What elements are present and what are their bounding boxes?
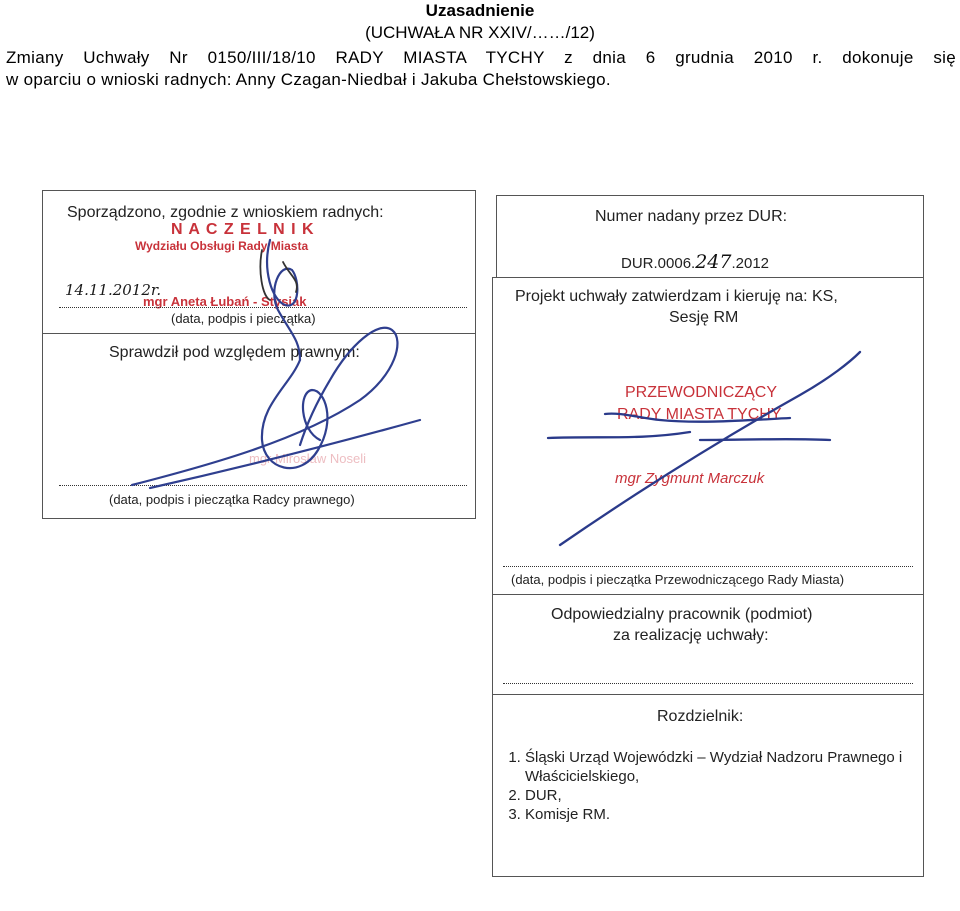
distribution-label: Rozdzielnik: [657,708,744,725]
responsible-line-2: za realizację uchwały: [613,627,769,644]
paragraph-line-1: Zmiany Uchwały Nr 0150/III/18/10 RADY MIASTA TYCHY z dnia 6 grudnia 2010 r. dokonuje się [6,48,956,67]
legal-check-label: Sprawdził pod względem prawnym: [109,344,360,361]
signature-caption-3: (data, podpis i pieczątka Przewodniczącego Rady Miasta) [511,572,845,587]
signature-caption-1: (data, podpis i pieczątka) [171,311,316,326]
distribution-item: 2. DUR, [525,786,905,805]
faded-legal-stamp: mgr Mirosław Noseli [249,451,367,466]
chairman-stamp-line-1: PRZEWODNICZĄCY [625,384,777,401]
responsible-line-1: Odpowiedzialny pracownik (podmiot) [551,606,813,623]
resolution-number: (UCHWAŁA NR XXIV/……/12) [365,23,595,42]
dur-prefix: DUR.0006. [621,255,696,272]
document-title: Uzasadnienie [425,1,535,20]
paragraph-line-2: w oparciu o wnioski radnych: Anny Czagan-Niedbał i Jakuba Chełstowskiego. [6,70,611,89]
signature-caption-2: (data, podpis i pieczątka Radcy prawnego) [109,492,355,507]
distribution-item: 3. Komisje RM. [525,805,905,824]
dur-suffix: .2012 [731,255,770,272]
dur-handwritten-number: 247 [695,251,732,273]
dur-label: Numer nadany przez DUR: [595,208,788,225]
chairman-stamp-line-2: RADY MIASTA TYCHY [617,406,782,423]
distribution-item: 1. Śląski Urząd Wojewódzki – Wydział Nadzoru Prawnego i Właścicielskiego, [525,748,905,786]
chairman-signature [548,352,860,545]
prepared-label: Sporządzono, zgodnie z wnioskiem radnych: [67,204,384,221]
chairman-name-stamp: mgr Zygmunt Marczuk [615,470,765,487]
preparer-name-stamp: mgr Aneta Łubań - Stysiak [143,294,307,309]
head-stamp-dept: Wydziału Obsługi Rady Miasta [135,239,309,253]
head-stamp-title: N A C Z E L N I K [171,221,315,238]
legal-advisor-signature [132,240,420,488]
approve-line-1: Projekt uchwały zatwierdzam i kieruję na: KS, [515,288,838,305]
handwritten-date: 14.11.2012r. [65,281,162,299]
approve-line-2: Sesję RM [669,309,739,326]
